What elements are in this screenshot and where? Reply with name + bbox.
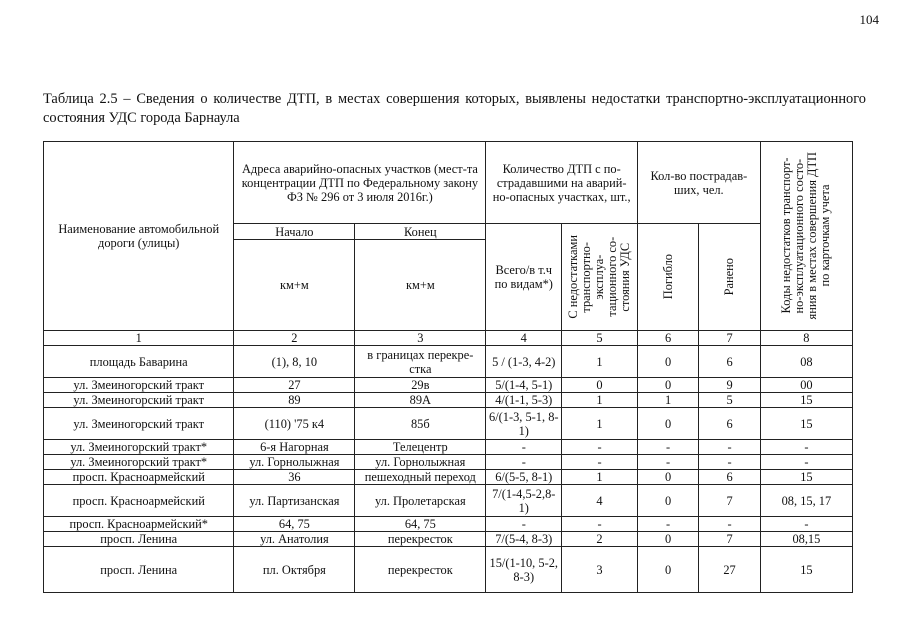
- end-cell: 29в: [355, 378, 486, 393]
- total-cell: 7/(5-4, 8-3): [486, 532, 562, 547]
- header-road-name: Наименование автомобильной дороги (улицы): [44, 142, 234, 331]
- defects-cell: 1: [562, 408, 638, 440]
- end-cell: в границах перекре-стка: [355, 346, 486, 378]
- killed-cell: 1: [637, 393, 698, 408]
- injured-cell: 9: [699, 378, 760, 393]
- header-end: Конец: [355, 224, 486, 240]
- end-cell: 64, 75: [355, 517, 486, 532]
- total-cell: 5/(1-4, 5-1): [486, 378, 562, 393]
- header-codes-text: Коды недостатков транспорт- но-эксплуатационного состо- яния в местах совершения ДТП по карточкам учета: [779, 152, 833, 320]
- killed-cell: -: [637, 440, 698, 455]
- start-cell: ул. Анатолия: [234, 532, 355, 547]
- injured-cell: 6: [699, 470, 760, 485]
- codes-cell: 15: [760, 470, 852, 485]
- table-row: [44, 378, 853, 393]
- start-cell: пл. Октября: [234, 547, 355, 593]
- injured-cell: 6: [699, 346, 760, 378]
- killed-cell: -: [637, 455, 698, 470]
- total-cell: 6/(5-5, 8-1): [486, 470, 562, 485]
- header-with-defects-text: С недостатками транспортно- эксплуа- тационного со- стояния УДС: [566, 235, 633, 319]
- total-cell: 7/(1-4,5-2,8-1): [486, 485, 562, 517]
- column-number: 6: [637, 331, 698, 346]
- road-name-cell: площадь Баварина: [44, 346, 234, 378]
- header-start-unit: км+м: [234, 240, 355, 331]
- end-cell: пешеходный переход: [355, 470, 486, 485]
- start-cell: 89: [234, 393, 355, 408]
- total-cell: -: [486, 455, 562, 470]
- column-number: 4: [486, 331, 562, 346]
- table-body: [44, 346, 853, 593]
- injured-cell: 7: [699, 485, 760, 517]
- codes-cell: 15: [760, 393, 852, 408]
- end-cell: Телецентр: [355, 440, 486, 455]
- table-row: [44, 485, 853, 517]
- table-row: [44, 455, 853, 470]
- header-addresses: Адреса аварийно-опасных участков (мест-та концентрации ДТП по Федеральному закону ФЗ № 296 от 3 июля 2016г.): [234, 142, 486, 224]
- column-number: 3: [355, 331, 486, 346]
- start-cell: 36: [234, 470, 355, 485]
- end-cell: ул. Горнолыжная: [355, 455, 486, 470]
- table-row: [44, 346, 853, 378]
- table-row: [44, 517, 853, 532]
- codes-cell: 08,15: [760, 532, 852, 547]
- defects-cell: 1: [562, 470, 638, 485]
- road-name-cell: ул. Змеиногорский тракт: [44, 408, 234, 440]
- total-cell: 15/(1-10, 5-2, 8-3): [486, 547, 562, 593]
- defects-cell: 0: [562, 378, 638, 393]
- header-victims: Кол-во пострадав-ших, чел.: [637, 142, 760, 224]
- defects-cell: 4: [562, 485, 638, 517]
- injured-cell: 5: [699, 393, 760, 408]
- header-killed: [637, 224, 698, 331]
- header-end-unit: км+м: [355, 240, 486, 331]
- defects-cell: -: [562, 440, 638, 455]
- total-cell: 6/(1-3, 5-1, 8-1): [486, 408, 562, 440]
- header-with-defects: [562, 224, 638, 331]
- total-cell: 5 / (1-3, 4-2): [486, 346, 562, 378]
- header-killed-text: Погибло: [660, 254, 675, 300]
- killed-cell: 0: [637, 378, 698, 393]
- end-cell: перекресток: [355, 532, 486, 547]
- page-number: 104: [859, 12, 879, 27]
- killed-cell: 0: [637, 547, 698, 593]
- start-cell: 27: [234, 378, 355, 393]
- road-name-cell: ул. Змеиногорский тракт: [44, 378, 234, 393]
- header-count: Количество ДТП с по-страдавшими на аварий-но-опасных участках, шт.,: [486, 142, 638, 224]
- column-number: 8: [760, 331, 852, 346]
- road-name-cell: просп. Красноармейский*: [44, 517, 234, 532]
- codes-cell: 15: [760, 408, 852, 440]
- total-cell: -: [486, 440, 562, 455]
- codes-cell: 15: [760, 547, 852, 593]
- road-name-cell: ул. Змеиногорский тракт*: [44, 455, 234, 470]
- table-row: [44, 532, 853, 547]
- killed-cell: 0: [637, 470, 698, 485]
- end-cell: 85б: [355, 408, 486, 440]
- defects-cell: 3: [562, 547, 638, 593]
- defects-cell: 2: [562, 532, 638, 547]
- road-name-cell: ул. Змеиногорский тракт: [44, 393, 234, 408]
- road-name-cell: просп. Ленина: [44, 532, 234, 547]
- defects-cell: 1: [562, 393, 638, 408]
- start-cell: 64, 75: [234, 517, 355, 532]
- codes-cell: 08, 15, 17: [760, 485, 852, 517]
- table-row: [44, 408, 853, 440]
- header-injured-text: Ранено: [722, 258, 737, 296]
- codes-cell: -: [760, 517, 852, 532]
- injured-cell: -: [699, 440, 760, 455]
- road-name-cell: просп. Красноармейский: [44, 485, 234, 517]
- column-number-row: [44, 331, 853, 346]
- injured-cell: 27: [699, 547, 760, 593]
- road-name-cell: ул. Змеиногорский тракт*: [44, 440, 234, 455]
- table-caption: Таблица 2.5 – Сведения о количестве ДТП, в местах совершения которых, выявлены недостатки транспортно-эксплуатационного состояния УДС города Барнаула: [43, 91, 866, 126]
- start-cell: ул. Горнолыжная: [234, 455, 355, 470]
- column-number: 7: [699, 331, 760, 346]
- table-row: [44, 547, 853, 593]
- end-cell: 89А: [355, 393, 486, 408]
- table-row: [44, 470, 853, 485]
- codes-cell: 00: [760, 378, 852, 393]
- killed-cell: 0: [637, 532, 698, 547]
- injured-cell: 7: [699, 532, 760, 547]
- injured-cell: 6: [699, 408, 760, 440]
- road-name-cell: просп. Ленина: [44, 547, 234, 593]
- defects-cell: -: [562, 517, 638, 532]
- start-cell: (1), 8, 10: [234, 346, 355, 378]
- defects-cell: 1: [562, 346, 638, 378]
- codes-cell: 08: [760, 346, 852, 378]
- header-total-by-type: Всего/в т.ч по видам*): [486, 224, 562, 331]
- header-injured: [699, 224, 760, 331]
- codes-cell: -: [760, 440, 852, 455]
- column-number: 5: [562, 331, 638, 346]
- start-cell: ул. Партизанская: [234, 485, 355, 517]
- header-codes: [760, 142, 852, 331]
- defects-cell: -: [562, 455, 638, 470]
- table-row: [44, 393, 853, 408]
- killed-cell: 0: [637, 408, 698, 440]
- start-cell: (110) '75 к4: [234, 408, 355, 440]
- killed-cell: 0: [637, 485, 698, 517]
- total-cell: -: [486, 517, 562, 532]
- total-cell: 4/(1-1, 5-3): [486, 393, 562, 408]
- injured-cell: -: [699, 455, 760, 470]
- accident-table: [43, 141, 853, 593]
- column-number: 2: [234, 331, 355, 346]
- codes-cell: -: [760, 455, 852, 470]
- road-name-cell: просп. Красноармейский: [44, 470, 234, 485]
- killed-cell: 0: [637, 346, 698, 378]
- end-cell: перекресток: [355, 547, 486, 593]
- table-row: [44, 440, 853, 455]
- end-cell: ул. Пролетарская: [355, 485, 486, 517]
- header-start: Начало: [234, 224, 355, 240]
- start-cell: 6-я Нагорная: [234, 440, 355, 455]
- injured-cell: -: [699, 517, 760, 532]
- killed-cell: -: [637, 517, 698, 532]
- column-number: 1: [44, 331, 234, 346]
